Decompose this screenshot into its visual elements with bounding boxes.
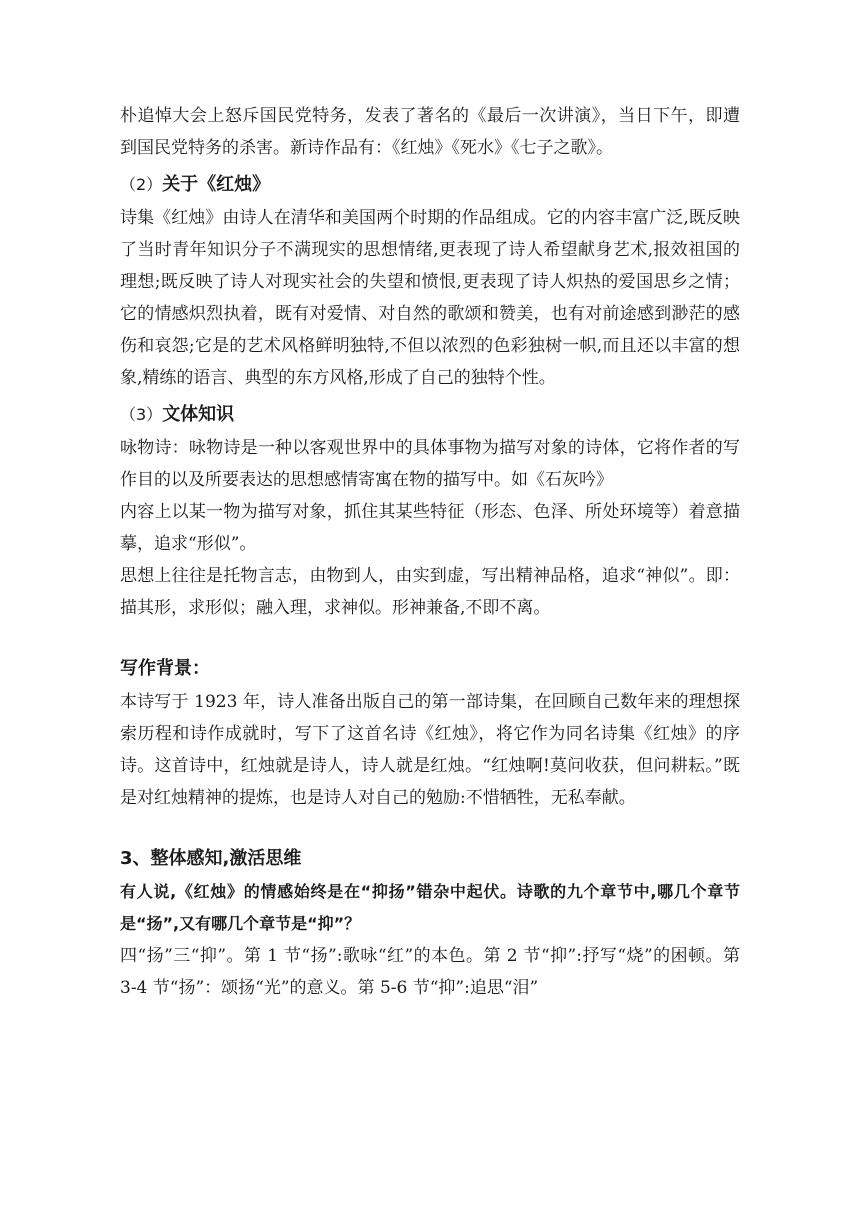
spacer — [120, 624, 740, 652]
overall-perception-heading: 3、整体感知,激活思维 — [120, 848, 302, 869]
heading-title: 文体知识 — [162, 404, 235, 425]
about-hongzhu-heading — [120, 168, 740, 202]
answer-paragraph: 四“扬”三“抑”。第 1 节“扬”:歌咏“红”的本色。第 2 节“抑”:抒写“烧”的困顿。第 3-4 节“扬”：颂扬“光”的意义。第 5-6 节“抑”:追思“泪” — [120, 946, 740, 998]
genre-knowledge-heading — [120, 398, 740, 432]
question-paragraph: 有人说,《红烛》的情感始终是在“抑扬”错杂中起伏。诗歌的九个章节中,哪几个章节是“扬”,又有哪几个章节是“抑”？ — [120, 882, 740, 933]
intro-paragraph: 朴追悼大会上怒斥国民党特务，发表了著名的《最后一次讲演》，当日下午，即遭到国民党特务的杀害。新诗作品有：《红烛》《死水》《七子之歌》。 — [120, 106, 740, 158]
writing-background-paragraph: 本诗写于 1923 年，诗人准备出版自己的第一部诗集，在回顾自己数年来的理想探索历程和诗作成就时，写下了这首名诗《红烛》，将它作为同名诗集《红烛》的序诗。这首诗中，红烛就是诗人，诗人就是红烛。“红烛啊!莫问收获，但问耕耘。”既是对红烛精神的提炼，也是诗人对自己的勉励:不惜牺牲，无私奉献。 — [120, 692, 740, 808]
spacer — [120, 814, 740, 842]
heading-title: 关于《红烛》 — [162, 174, 271, 195]
heading-number: （3） — [120, 405, 163, 424]
about-hongzhu-paragraph: 诗集《红烛》由诗人在清华和美国两个时期的作品组成。它的内容丰富广泛,既反映了当时青年知识分子不满现实的思想情绪,更表现了诗人希望献身艺术,报效祖国的理想;既反映了诗人对现实社会的失望和愤恨,更表现了诗人炽热的爱国思乡之情；它的情感炽烈执着，既有对爱情、对自然的歌颂和赞美，也有对前途感到渺茫的感伤和哀怨;它是的艺术风格鲜明独特,不但以浓烈的色彩独树一帜,而且还以丰富的想象,精练的语言、典型的东方风格,形成了自己的独特个性。 — [120, 208, 740, 388]
genre-paragraph-2: 内容上以某一物为描写对象，抓住其某些特征（形态、色泽、所处环境等）着意描摹，追求“形似”。 — [120, 502, 740, 554]
heading-number: （2） — [120, 175, 163, 194]
writing-background-heading: 写作背景： — [120, 658, 210, 679]
document-body — [120, 100, 740, 1004]
genre-paragraph-1: 咏物诗：咏物诗是一种以客观世界中的具体事物为描写对象的诗体，它将作者的写作目的以及所要表达的思想感情寄寓在物的描写中。如《石灰吟》 — [120, 438, 740, 490]
genre-paragraph-3: 思想上往往是托物言志，由物到人，由实到虚，写出精神品格，追求“神似”。即：描其形，求形似；融入理，求神似。形神兼备,不即不离。 — [120, 566, 740, 618]
